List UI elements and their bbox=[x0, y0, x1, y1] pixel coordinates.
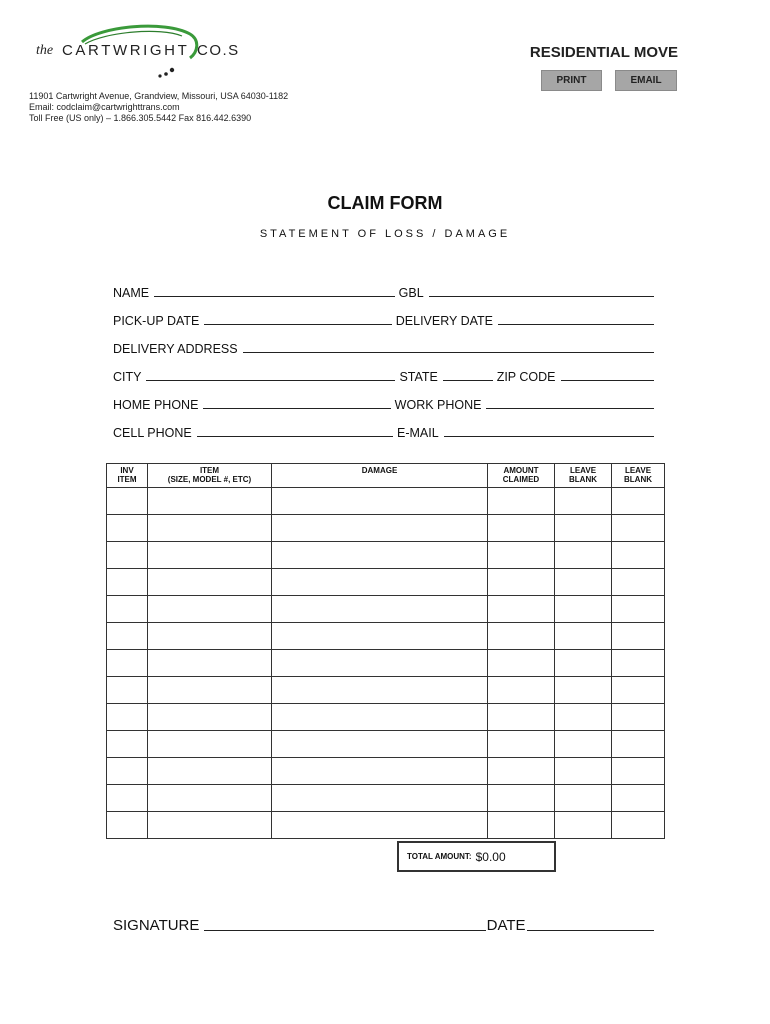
leave-blank-cell[interactable] bbox=[555, 731, 612, 758]
field-row-address bbox=[113, 338, 654, 356]
leave-blank-cell[interactable] bbox=[555, 488, 612, 515]
form-title: CLAIM FORM bbox=[327, 193, 443, 213]
email-line: Email: codclaim@cartwrighttrans.com bbox=[29, 102, 180, 112]
address-line: 11901 Cartwright Avenue, Grandview, Missouri, USA 64030-1182 bbox=[29, 91, 289, 101]
pickup-date-field[interactable] bbox=[204, 323, 391, 325]
inv-item-cell[interactable] bbox=[107, 596, 148, 623]
amount-claimed-cell[interactable] bbox=[488, 488, 555, 515]
table-row bbox=[107, 623, 665, 650]
delivery-address-label: DELIVERY ADDRESS bbox=[113, 342, 238, 356]
damage-cell[interactable] bbox=[272, 515, 488, 542]
item-cell[interactable] bbox=[148, 623, 272, 650]
home-phone-label: HOME PHONE bbox=[113, 398, 199, 412]
email-field[interactable] bbox=[444, 435, 654, 437]
date-field[interactable] bbox=[527, 929, 654, 931]
inv-item-cell[interactable] bbox=[107, 542, 148, 569]
leave-blank-cell[interactable] bbox=[555, 785, 612, 812]
item-cell[interactable] bbox=[148, 704, 272, 731]
inv-item-cell[interactable] bbox=[107, 569, 148, 596]
leave-blank-cell[interactable] bbox=[555, 623, 612, 650]
damage-cell[interactable] bbox=[272, 650, 488, 677]
logo-suffix: CO.S bbox=[197, 42, 240, 59]
leave-blank-cell[interactable] bbox=[612, 515, 665, 542]
column-header-inv-item: INV ITEM bbox=[107, 464, 148, 488]
total-amount-box bbox=[397, 841, 556, 872]
item-cell[interactable] bbox=[148, 515, 272, 542]
document-type-heading: RESIDENTIAL MOVE bbox=[529, 44, 678, 61]
amount-claimed-cell[interactable] bbox=[488, 758, 555, 785]
inv-item-cell[interactable] bbox=[107, 650, 148, 677]
amount-claimed-cell[interactable] bbox=[488, 812, 555, 839]
leave-blank-cell[interactable] bbox=[612, 596, 665, 623]
date-label: DATE bbox=[486, 917, 526, 934]
gbl-field[interactable] bbox=[429, 295, 654, 297]
field-row-name bbox=[113, 282, 654, 300]
table-row bbox=[107, 785, 665, 812]
damage-cell[interactable] bbox=[272, 812, 488, 839]
leave-blank-cell[interactable] bbox=[612, 677, 665, 704]
item-cell[interactable] bbox=[148, 731, 272, 758]
signature-field[interactable] bbox=[204, 929, 485, 931]
work-phone-label: WORK PHONE bbox=[394, 398, 482, 412]
item-cell[interactable] bbox=[148, 488, 272, 515]
zip-code-field[interactable] bbox=[561, 379, 655, 381]
leave-blank-cell[interactable] bbox=[612, 623, 665, 650]
item-cell[interactable] bbox=[148, 758, 272, 785]
print-button[interactable]: PRINT bbox=[541, 70, 602, 91]
leave-blank-cell[interactable] bbox=[612, 569, 665, 596]
leave-blank-cell[interactable] bbox=[555, 704, 612, 731]
inv-item-cell[interactable] bbox=[107, 515, 148, 542]
damage-cell[interactable] bbox=[272, 731, 488, 758]
delivery-date-label: DELIVERY DATE bbox=[395, 314, 494, 328]
table-row bbox=[107, 569, 665, 596]
signature-row bbox=[113, 914, 654, 934]
home-phone-field[interactable] bbox=[203, 407, 390, 409]
inv-item-cell[interactable] bbox=[107, 704, 148, 731]
amount-claimed-cell[interactable] bbox=[488, 785, 555, 812]
leave-blank-cell[interactable] bbox=[555, 542, 612, 569]
leave-blank-cell[interactable] bbox=[612, 758, 665, 785]
city-label: CITY bbox=[113, 370, 142, 384]
amount-claimed-cell[interactable] bbox=[488, 704, 555, 731]
leave-blank-cell[interactable] bbox=[555, 596, 612, 623]
amount-claimed-cell[interactable] bbox=[488, 650, 555, 677]
item-cell[interactable] bbox=[148, 650, 272, 677]
zip-code-label: ZIP CODE bbox=[496, 370, 556, 384]
table-row bbox=[107, 758, 665, 785]
column-header-item: ITEM (SIZE, MODEL #, ETC) bbox=[148, 464, 272, 488]
column-header-damage: DAMAGE bbox=[272, 464, 488, 488]
damage-cell[interactable] bbox=[272, 542, 488, 569]
inv-item-cell[interactable] bbox=[107, 758, 148, 785]
inv-item-cell[interactable] bbox=[107, 785, 148, 812]
email-button[interactable]: EMAIL bbox=[615, 70, 677, 91]
inv-item-cell[interactable] bbox=[107, 731, 148, 758]
signature-label: SIGNATURE bbox=[113, 917, 200, 934]
amount-claimed-cell[interactable] bbox=[488, 731, 555, 758]
leave-blank-cell[interactable] bbox=[555, 677, 612, 704]
item-cell[interactable] bbox=[148, 596, 272, 623]
column-header-amount-claimed: AMOUNT CLAIMED bbox=[488, 464, 555, 488]
work-phone-field[interactable] bbox=[486, 407, 654, 409]
delivery-date-field[interactable] bbox=[498, 323, 654, 325]
field-row-city bbox=[113, 366, 654, 384]
form-subtitle: STATEMENT OF LOSS / DAMAGE bbox=[259, 228, 511, 240]
item-cell[interactable] bbox=[148, 569, 272, 596]
damage-cell[interactable] bbox=[272, 785, 488, 812]
logo-name: CARTWRIGHT bbox=[62, 42, 190, 59]
state-field[interactable] bbox=[443, 379, 493, 381]
table-row bbox=[107, 812, 665, 839]
total-amount-label: TOTAL AMOUNT: bbox=[407, 852, 472, 861]
email-label: E-MAIL bbox=[397, 426, 439, 440]
leave-blank-cell[interactable] bbox=[555, 650, 612, 677]
table-row bbox=[107, 488, 665, 515]
pickup-date-label: PICK-UP DATE bbox=[113, 314, 200, 328]
leave-blank-cell[interactable] bbox=[555, 812, 612, 839]
column-header-leave-blank: LEAVE BLANK bbox=[555, 464, 612, 488]
amount-claimed-cell[interactable] bbox=[488, 677, 555, 704]
name-field[interactable] bbox=[154, 295, 395, 297]
city-field[interactable] bbox=[146, 379, 395, 381]
name-label: NAME bbox=[113, 286, 150, 300]
company-logo bbox=[30, 22, 250, 82]
logo-the: the bbox=[36, 43, 54, 58]
leave-blank-cell[interactable] bbox=[612, 812, 665, 839]
inv-item-cell[interactable] bbox=[107, 488, 148, 515]
leave-blank-cell[interactable] bbox=[555, 758, 612, 785]
item-cell[interactable] bbox=[148, 542, 272, 569]
table-row bbox=[107, 731, 665, 758]
damage-cell[interactable] bbox=[272, 488, 488, 515]
field-row-dates bbox=[113, 310, 654, 328]
leave-blank-cell[interactable] bbox=[612, 704, 665, 731]
damage-cell[interactable] bbox=[272, 596, 488, 623]
leave-blank-cell[interactable] bbox=[555, 569, 612, 596]
inv-item-cell[interactable] bbox=[107, 677, 148, 704]
table-row bbox=[107, 677, 665, 704]
inv-item-cell[interactable] bbox=[107, 623, 148, 650]
amount-claimed-cell[interactable] bbox=[488, 623, 555, 650]
amount-claimed-cell[interactable] bbox=[488, 596, 555, 623]
damage-cell[interactable] bbox=[272, 623, 488, 650]
gbl-label: GBL bbox=[398, 286, 424, 300]
table-row bbox=[107, 650, 665, 677]
field-row-phones bbox=[113, 394, 654, 412]
delivery-address-field[interactable] bbox=[243, 351, 654, 353]
claims-table bbox=[106, 463, 665, 839]
table-row bbox=[107, 515, 665, 542]
cell-phone-field[interactable] bbox=[197, 435, 393, 437]
field-row-cell bbox=[113, 422, 654, 440]
leave-blank-cell[interactable] bbox=[612, 650, 665, 677]
total-amount-value: $0.00 bbox=[475, 849, 506, 864]
claims-table-body bbox=[107, 488, 665, 839]
item-cell[interactable] bbox=[148, 785, 272, 812]
leave-blank-cell[interactable] bbox=[612, 542, 665, 569]
damage-cell[interactable] bbox=[272, 569, 488, 596]
phone-line: Toll Free (US only) – 1.866.305.5442 Fax 816.442.6390 bbox=[29, 113, 252, 123]
item-cell[interactable] bbox=[148, 677, 272, 704]
damage-cell[interactable] bbox=[272, 704, 488, 731]
item-cell[interactable] bbox=[148, 812, 272, 839]
table-header-row bbox=[107, 464, 665, 488]
amount-claimed-cell[interactable] bbox=[488, 515, 555, 542]
amount-claimed-cell[interactable] bbox=[488, 569, 555, 596]
damage-cell[interactable] bbox=[272, 758, 488, 785]
amount-claimed-cell[interactable] bbox=[488, 542, 555, 569]
table-row bbox=[107, 542, 665, 569]
leave-blank-cell[interactable] bbox=[555, 515, 612, 542]
state-label: STATE bbox=[399, 370, 438, 384]
damage-cell[interactable] bbox=[272, 677, 488, 704]
table-row bbox=[107, 596, 665, 623]
cell-phone-label: CELL PHONE bbox=[113, 426, 192, 440]
leave-blank-cell[interactable] bbox=[612, 785, 665, 812]
leave-blank-cell[interactable] bbox=[612, 488, 665, 515]
table-row bbox=[107, 704, 665, 731]
inv-item-cell[interactable] bbox=[107, 812, 148, 839]
leave-blank-cell[interactable] bbox=[612, 731, 665, 758]
column-header-leave-blank: LEAVE BLANK bbox=[612, 464, 665, 488]
